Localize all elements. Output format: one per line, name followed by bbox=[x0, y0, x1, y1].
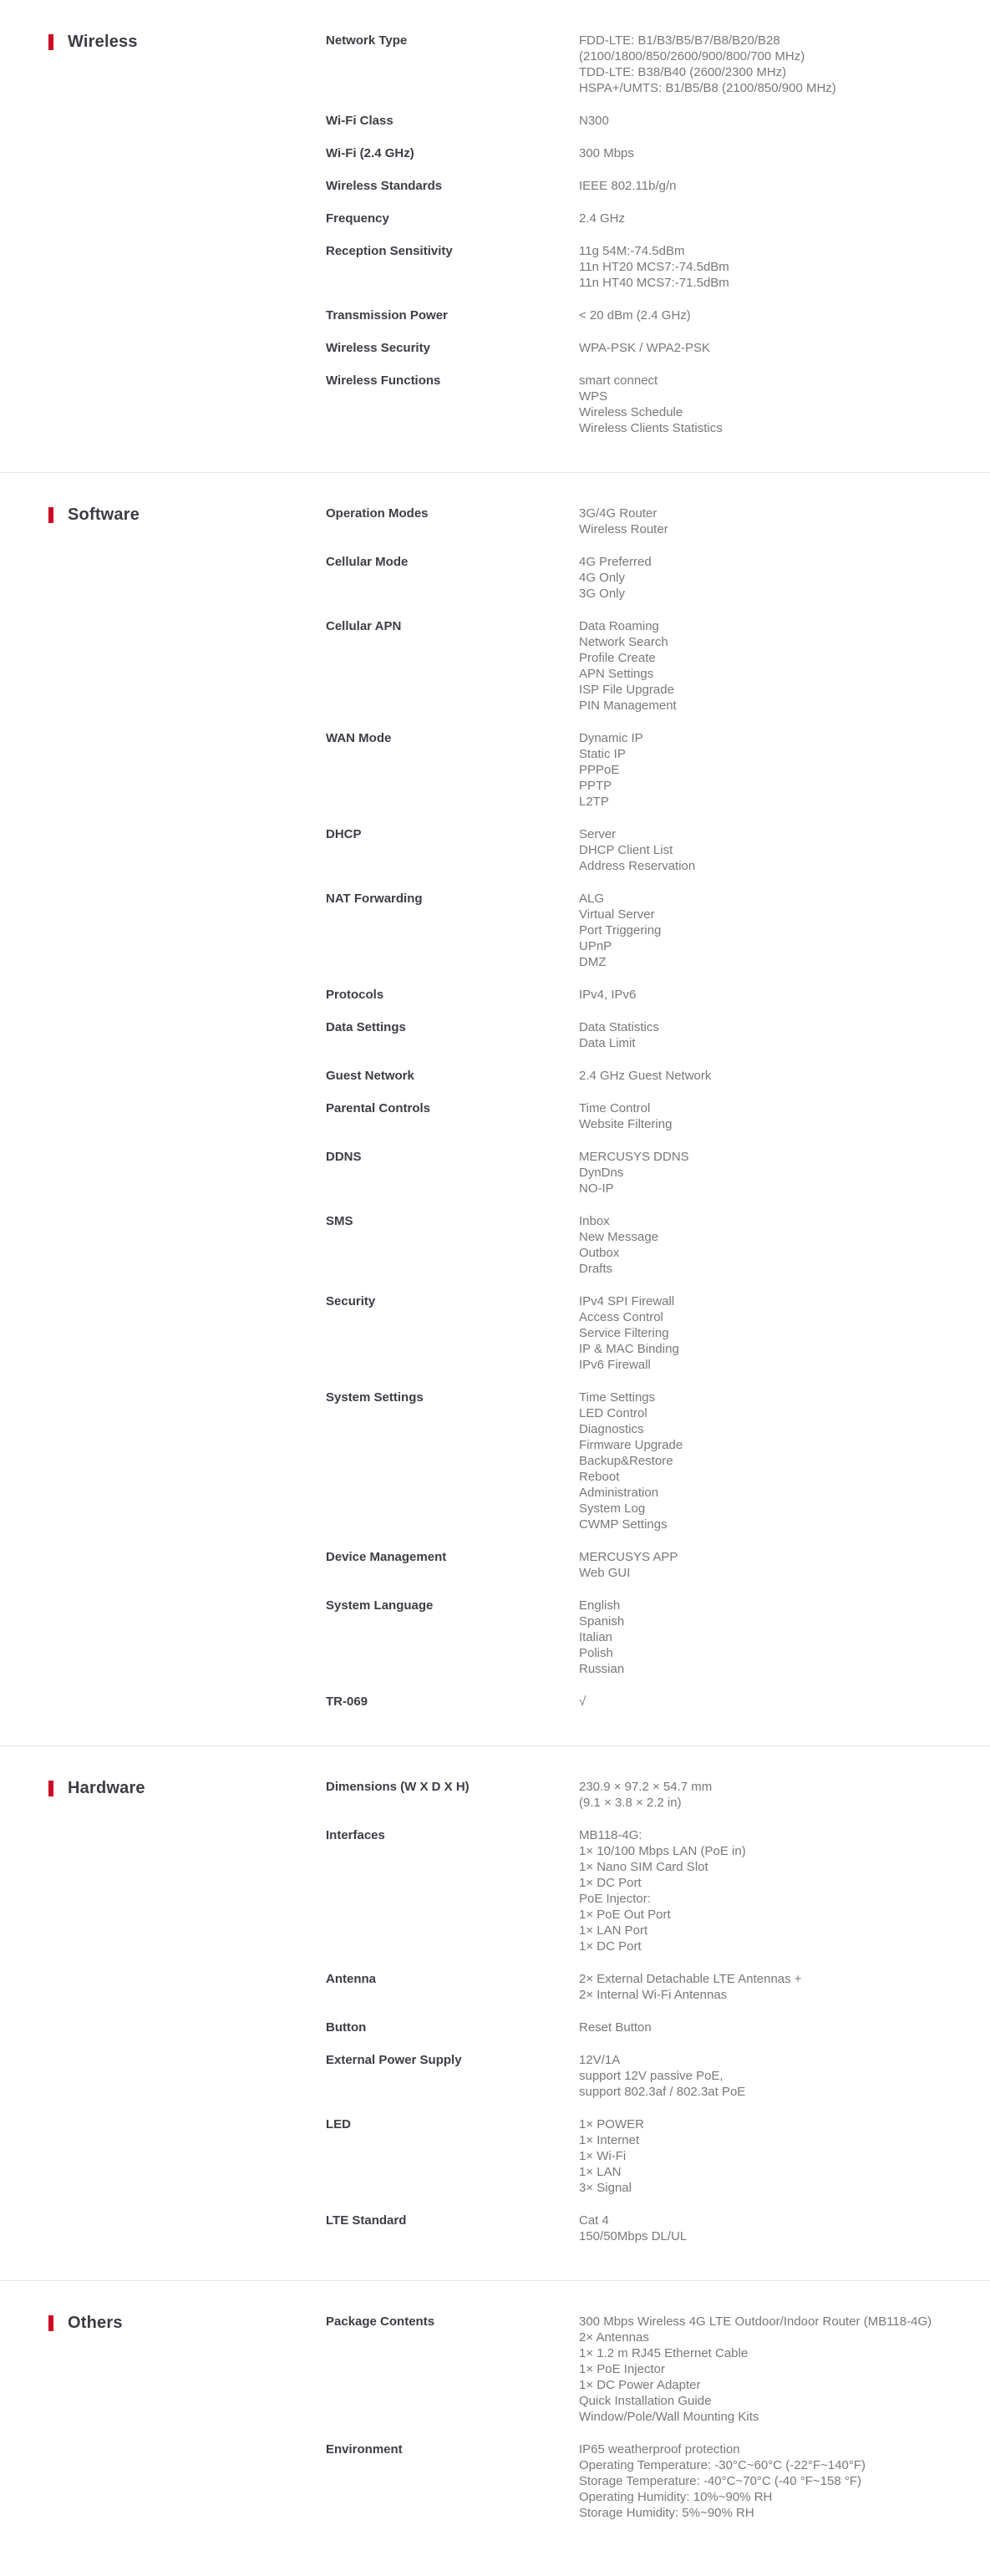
spec-label: Wi-Fi (2.4 GHz) bbox=[326, 146, 414, 160]
spec-value-line: ISP File Upgrade bbox=[579, 683, 674, 697]
spec-values bbox=[579, 2116, 938, 2196]
spec-value-line: √ bbox=[579, 1694, 586, 1709]
spec-value-line: Diagnostics bbox=[579, 1422, 644, 1436]
spec-value-line: DynDns bbox=[579, 1166, 624, 1180]
spec-value-line: MERCUSYS DDNS bbox=[579, 1150, 689, 1164]
spec-value-line: 300 Mbps Wireless 4G LTE Outdoor/Indoor Router (MB118-4G) bbox=[579, 2314, 932, 2329]
spec-label: Cellular Mode bbox=[326, 555, 409, 569]
spec-value-line: 2.4 GHz bbox=[579, 211, 626, 226]
spec-value-line: New Message bbox=[579, 1230, 659, 1244]
spec-label: Button bbox=[326, 2020, 367, 2035]
spec-row bbox=[326, 1779, 990, 1811]
spec-value-line: Data Limit bbox=[579, 1036, 636, 1050]
spec-values bbox=[579, 340, 938, 356]
spec-value-line: IPv4 SPI Firewall bbox=[579, 1294, 675, 1308]
spec-value-line: Time Control bbox=[579, 1101, 651, 1115]
spec-value-line: 1× Nano SIM Card Slot bbox=[579, 1860, 708, 1874]
spec-value-line: Reboot bbox=[579, 1470, 620, 1484]
spec-row bbox=[326, 113, 990, 129]
spec-value-line: Window/Pole/Wall Mounting Kits bbox=[579, 2410, 759, 2424]
spec-values bbox=[579, 307, 938, 323]
spec-value-line: 3× Signal bbox=[579, 2181, 632, 2195]
spec-values bbox=[579, 1971, 938, 2003]
spec-value-line: 11n HT20 MCS7:-74.5dBm bbox=[579, 260, 729, 274]
spec-value-line: Backup&Restore bbox=[579, 1454, 673, 1468]
spec-values bbox=[579, 2441, 938, 2521]
spec-label: Wireless Security bbox=[326, 341, 430, 355]
spec-row bbox=[326, 211, 990, 226]
spec-row bbox=[326, 826, 990, 874]
spec-row bbox=[326, 2020, 990, 2035]
spec-value-line: Profile Create bbox=[579, 651, 656, 665]
spec-values bbox=[579, 2213, 938, 2244]
spec-value-line: 2× Antennas bbox=[579, 2330, 649, 2345]
spec-values bbox=[579, 33, 938, 96]
spec-value-line: 1× Wi-Fi bbox=[579, 2149, 627, 2163]
spec-value-line: Network Search bbox=[579, 635, 668, 649]
section-title-block bbox=[48, 1779, 326, 1798]
spec-values bbox=[579, 730, 938, 810]
spec-row bbox=[326, 987, 990, 1003]
section-rows bbox=[326, 2314, 990, 2521]
spec-values bbox=[579, 1694, 938, 1710]
spec-value-line: Port Triggering bbox=[579, 923, 662, 937]
spec-value-line: IEEE 802.11b/g/n bbox=[579, 179, 677, 193]
spec-section bbox=[0, 2280, 990, 2557]
spec-row bbox=[326, 2314, 990, 2425]
spec-label: Parental Controls bbox=[326, 1101, 431, 1115]
spec-value-line: Data Statistics bbox=[579, 1020, 659, 1034]
spec-value-line: Access Control bbox=[579, 1310, 663, 1324]
spec-label: Network Type bbox=[326, 33, 408, 48]
spec-value-line: smart connect bbox=[579, 373, 658, 388]
spec-value-line: UPnP bbox=[579, 939, 612, 953]
spec-label: TR-069 bbox=[326, 1694, 368, 1709]
spec-value-line: Dynamic IP bbox=[579, 731, 643, 745]
spec-values bbox=[579, 1068, 938, 1084]
spec-value-line: Time Settings bbox=[579, 1390, 656, 1405]
spec-label: WAN Mode bbox=[326, 731, 392, 745]
spec-values bbox=[579, 2314, 938, 2425]
spec-values bbox=[579, 1598, 938, 1677]
spec-label: Package Contents bbox=[326, 2314, 435, 2329]
section-title: Hardware bbox=[68, 1779, 145, 1797]
spec-value-line: Wireless Schedule bbox=[579, 405, 683, 419]
spec-row bbox=[326, 1068, 990, 1084]
spec-value-line: PIN Management bbox=[579, 699, 677, 713]
spec-values bbox=[579, 145, 938, 161]
spec-value-line: Service Filtering bbox=[579, 1326, 669, 1340]
spec-value-line: TDD-LTE: B38/B40 (2600/2300 MHz) bbox=[579, 65, 787, 79]
spec-value-line: Wireless Router bbox=[579, 522, 668, 536]
spec-value-line: 2.4 GHz Guest Network bbox=[579, 1069, 712, 1083]
spec-value-line: Russian bbox=[579, 1662, 625, 1676]
spec-value-line: Wireless Clients Statistics bbox=[579, 421, 723, 435]
spec-value-line: PPTP bbox=[579, 779, 612, 793]
spec-label: NAT Forwarding bbox=[326, 892, 423, 906]
spec-value-line: 2× External Detachable LTE Antennas + bbox=[579, 1972, 802, 1986]
spec-label: Environment bbox=[326, 2442, 403, 2457]
spec-value-line: 12V/1A bbox=[579, 2053, 621, 2067]
spec-value-line: 3G Only bbox=[579, 587, 626, 601]
spec-row bbox=[326, 373, 990, 436]
spec-values bbox=[579, 2052, 938, 2100]
section-title-block bbox=[48, 506, 326, 525]
spec-label: Guest Network bbox=[326, 1069, 414, 1083]
spec-values bbox=[579, 987, 938, 1003]
spec-row bbox=[326, 145, 990, 161]
spec-value-line: support 802.3af / 802.3at PoE bbox=[579, 2085, 746, 2099]
spec-section bbox=[0, 1745, 990, 2280]
spec-values bbox=[579, 178, 938, 194]
spec-values bbox=[579, 1390, 938, 1532]
spec-value-line: MERCUSYS APP bbox=[579, 1550, 678, 1564]
spec-row bbox=[326, 307, 990, 323]
spec-label: Security bbox=[326, 1294, 376, 1308]
spec-values bbox=[579, 891, 938, 970]
spec-section bbox=[0, 472, 990, 1745]
spec-label: Device Management bbox=[326, 1550, 447, 1564]
spec-value-line: Storage Temperature: -40°C~70°C (-40 °F~158 °F) bbox=[579, 2474, 862, 2488]
spec-row bbox=[326, 1971, 990, 2003]
spec-value-line: Administration bbox=[579, 1486, 659, 1500]
spec-value-line: Static IP bbox=[579, 747, 626, 761]
spec-value-line: Cat 4 bbox=[579, 2213, 609, 2228]
spec-value-line: Data Roaming bbox=[579, 619, 659, 633]
spec-value-line: 300 Mbps bbox=[579, 146, 634, 160]
spec-value-line: DMZ bbox=[579, 955, 607, 969]
spec-value-line: NO-IP bbox=[579, 1181, 614, 1196]
spec-value-line: 1× PoE Out Port bbox=[579, 1908, 671, 1922]
spec-row bbox=[326, 2441, 990, 2521]
spec-row bbox=[326, 1694, 990, 1710]
spec-row bbox=[326, 2213, 990, 2244]
spec-value-line: IP65 weatherproof protection bbox=[579, 2442, 740, 2457]
spec-value-line: 4G Preferred bbox=[579, 555, 652, 569]
spec-label: Data Settings bbox=[326, 1020, 406, 1034]
spec-label: Cellular APN bbox=[326, 619, 402, 633]
spec-value-line: WPS bbox=[579, 389, 608, 404]
spec-row bbox=[326, 1827, 990, 1954]
spec-row bbox=[326, 1019, 990, 1051]
spec-values bbox=[579, 211, 938, 226]
section-title: Others bbox=[68, 2314, 123, 2332]
spec-values bbox=[579, 1149, 938, 1197]
spec-label: External Power Supply bbox=[326, 2053, 462, 2067]
spec-value-line: Virtual Server bbox=[579, 907, 655, 922]
spec-row bbox=[326, 340, 990, 356]
spec-value-line: Italian bbox=[579, 1630, 613, 1644]
spec-section bbox=[0, 0, 990, 472]
spec-value-line: Address Reservation bbox=[579, 859, 696, 873]
spec-value-line: Web GUI bbox=[579, 1566, 631, 1580]
spec-row bbox=[326, 1100, 990, 1132]
spec-value-line: ALG bbox=[579, 892, 605, 906]
spec-value-line: < 20 dBm (2.4 GHz) bbox=[579, 308, 691, 323]
spec-value-line: LED Control bbox=[579, 1406, 647, 1420]
spec-label: Protocols bbox=[326, 988, 384, 1002]
spec-values bbox=[579, 373, 938, 436]
spec-row bbox=[326, 506, 990, 537]
spec-row bbox=[326, 1549, 990, 1581]
spec-row bbox=[326, 2052, 990, 2100]
spec-value-line: Operating Temperature: -30°C~60°C (-22°F~140°F) bbox=[579, 2458, 866, 2472]
spec-label: Interfaces bbox=[326, 1828, 385, 1842]
spec-label: Wireless Functions bbox=[326, 373, 441, 388]
spec-value-line: 230.9 × 97.2 × 54.7 mm bbox=[579, 1780, 713, 1794]
spec-values bbox=[579, 113, 938, 129]
section-marker-bar bbox=[48, 507, 53, 523]
spec-value-line: Website Filtering bbox=[579, 1117, 673, 1131]
spec-value-line: APN Settings bbox=[579, 667, 654, 681]
spec-value-line: IP & MAC Binding bbox=[579, 1342, 679, 1356]
spec-value-line: CWMP Settings bbox=[579, 1517, 668, 1532]
spec-values bbox=[579, 243, 938, 291]
spec-value-line: PoE Injector: bbox=[579, 1892, 651, 1906]
spec-value-line: System Log bbox=[579, 1501, 646, 1516]
spec-value-line: 1× Internet bbox=[579, 2133, 640, 2147]
spec-value-line: 11g 54M:-74.5dBm bbox=[579, 244, 685, 258]
spec-value-line: FDD-LTE: B1/B3/B5/B7/B8/B20/B28 bbox=[579, 33, 780, 48]
spec-value-line: PPPoE bbox=[579, 763, 620, 777]
section-marker-bar bbox=[48, 34, 53, 50]
spec-value-line: 1× LAN Port bbox=[579, 1923, 648, 1938]
spec-value-line: 150/50Mbps DL/UL bbox=[579, 2229, 688, 2243]
spec-values bbox=[579, 1827, 938, 1954]
section-title-block bbox=[48, 33, 326, 52]
spec-label: System Settings bbox=[326, 1390, 424, 1405]
spec-value-line: (2100/1800/850/2600/900/800/700 MHz) bbox=[579, 49, 805, 64]
spec-row bbox=[326, 1598, 990, 1677]
spec-value-line: support 12V passive PoE, bbox=[579, 2069, 723, 2083]
spec-label: Transmission Power bbox=[326, 308, 448, 323]
section-title: Wireless bbox=[68, 33, 138, 51]
spec-value-line: 1× DC Port bbox=[579, 1939, 642, 1954]
spec-row bbox=[326, 618, 990, 714]
section-title: Software bbox=[68, 506, 140, 524]
spec-values bbox=[579, 1293, 938, 1373]
spec-label: DHCP bbox=[326, 827, 362, 841]
spec-label: Frequency bbox=[326, 211, 389, 226]
spec-value-line: 1× DC Power Adapter bbox=[579, 2378, 701, 2392]
section-marker-bar bbox=[48, 2315, 53, 2331]
spec-value-line: Operating Humidity: 10%~90% RH bbox=[579, 2490, 773, 2504]
spec-values bbox=[579, 2020, 938, 2035]
spec-values bbox=[579, 506, 938, 537]
spec-value-line: Server bbox=[579, 827, 617, 841]
spec-value-line: 11n HT40 MCS7:-71.5dBm bbox=[579, 276, 729, 290]
spec-label: SMS bbox=[326, 1214, 353, 1228]
spec-value-line: DHCP Client List bbox=[579, 843, 673, 857]
spec-row bbox=[326, 33, 990, 96]
spec-value-line: Spanish bbox=[579, 1614, 625, 1628]
section-rows bbox=[326, 1779, 990, 2244]
spec-values bbox=[579, 618, 938, 714]
spec-value-line: IPv6 Firewall bbox=[579, 1358, 651, 1372]
spec-value-line: Polish bbox=[579, 1646, 613, 1660]
spec-values bbox=[579, 1213, 938, 1277]
spec-value-line: (9.1 × 3.8 × 2.2 in) bbox=[579, 1796, 682, 1810]
spec-row bbox=[326, 554, 990, 602]
spec-values bbox=[579, 1549, 938, 1581]
spec-label: Antenna bbox=[326, 1972, 376, 1986]
spec-row bbox=[326, 1149, 990, 1197]
spec-label: Dimensions (W X D X H) bbox=[326, 1780, 470, 1794]
spec-value-line: HSPA+/UMTS: B1/B5/B8 (2100/850/900 MHz) bbox=[579, 81, 836, 95]
spec-values bbox=[579, 1779, 938, 1811]
spec-label: Wi-Fi Class bbox=[326, 114, 393, 128]
spec-value-line: 3G/4G Router bbox=[579, 506, 657, 521]
spec-value-line: 1× DC Port bbox=[579, 1876, 642, 1890]
spec-value-line: Reset Button bbox=[579, 2020, 652, 2035]
spec-value-line: N300 bbox=[579, 114, 609, 128]
spec-label: Reception Sensitivity bbox=[326, 244, 453, 258]
spec-values bbox=[579, 554, 938, 602]
spec-row bbox=[326, 730, 990, 810]
spec-value-line: 1× PoE Injector bbox=[579, 2362, 665, 2376]
spec-label: System Language bbox=[326, 1598, 434, 1613]
section-title-block bbox=[48, 2314, 326, 2333]
spec-row bbox=[326, 178, 990, 194]
spec-row bbox=[326, 2116, 990, 2196]
spec-value-line: 4G Only bbox=[579, 571, 626, 585]
section-rows bbox=[326, 506, 990, 1710]
spec-value-line: L2TP bbox=[579, 795, 609, 809]
spec-values bbox=[579, 826, 938, 874]
spec-row bbox=[326, 1390, 990, 1532]
spec-value-line: IPv4, IPv6 bbox=[579, 988, 637, 1002]
spec-value-line: 1× 10/100 Mbps LAN (PoE in) bbox=[579, 1844, 746, 1858]
spec-label: LED bbox=[326, 2117, 351, 2131]
spec-value-line: WPA-PSK / WPA2-PSK bbox=[579, 341, 710, 355]
spec-value-line: 1× LAN bbox=[579, 2165, 622, 2179]
spec-row bbox=[326, 1213, 990, 1277]
spec-value-line: English bbox=[579, 1598, 621, 1613]
spec-label: Operation Modes bbox=[326, 506, 429, 521]
spec-value-line: Inbox bbox=[579, 1214, 610, 1228]
spec-value-line: 1× 1.2 m RJ45 Ethernet Cable bbox=[579, 2346, 749, 2360]
spec-label: Wireless Standards bbox=[326, 179, 443, 193]
spec-label: LTE Standard bbox=[326, 2213, 407, 2228]
section-rows bbox=[326, 33, 990, 436]
spec-value-line: Quick Installation Guide bbox=[579, 2394, 712, 2408]
spec-value-line: 1× POWER bbox=[579, 2117, 644, 2131]
spec-value-line: Storage Humidity: 5%~90% RH bbox=[579, 2506, 754, 2520]
spec-values bbox=[579, 1100, 938, 1132]
spec-value-line: 2× Internal Wi-Fi Antennas bbox=[579, 1988, 728, 2002]
spec-values bbox=[579, 1019, 938, 1051]
spec-label: DDNS bbox=[326, 1150, 362, 1164]
spec-value-line: Outbox bbox=[579, 1246, 620, 1260]
section-marker-bar bbox=[48, 1781, 53, 1796]
spec-row bbox=[326, 243, 990, 291]
spec-value-line: Drafts bbox=[579, 1262, 613, 1276]
spec-row bbox=[326, 891, 990, 970]
spec-value-line: MB118-4G: bbox=[579, 1828, 642, 1842]
spec-row bbox=[326, 1293, 990, 1373]
spec-value-line: Firmware Upgrade bbox=[579, 1438, 683, 1452]
